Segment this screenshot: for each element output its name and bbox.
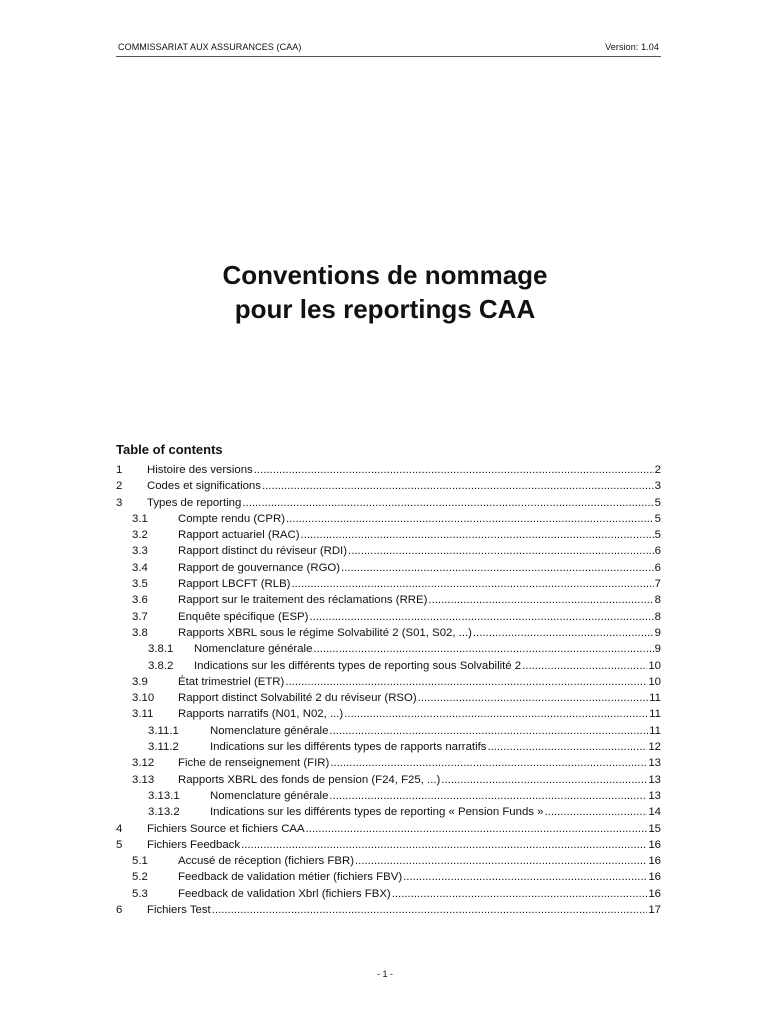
toc-entry-page[interactable]: 16 (648, 838, 661, 851)
toc-entry-page[interactable]: 16 (648, 887, 661, 900)
toc-entry-page[interactable]: 11 (649, 724, 661, 737)
toc-entry-page[interactable]: 17 (648, 904, 661, 917)
toc-entry[interactable] (116, 527, 661, 543)
toc-entry[interactable] (116, 511, 661, 527)
toc-entry-title[interactable]: Nomenclature générale (210, 789, 329, 802)
toc-entry-page[interactable]: 13 (648, 757, 661, 770)
toc-entry[interactable] (116, 739, 661, 755)
toc-entry[interactable] (116, 462, 661, 478)
toc-dot-leader (329, 723, 648, 739)
header-version: Version: 1.04 (605, 42, 659, 52)
toc-dot-leader (487, 739, 647, 755)
toc-entry[interactable] (116, 543, 661, 559)
toc-entry-number: 3.1 (132, 512, 148, 525)
toc-entry[interactable] (116, 674, 661, 690)
toc-entry-page[interactable]: 11 (649, 708, 661, 721)
toc-entry-title[interactable]: Rapports XBRL des fonds de pension (F24, F25, ...) (178, 773, 441, 786)
toc-entry[interactable] (116, 690, 661, 706)
toc-entry-number: 3.11.1 (148, 724, 179, 737)
toc-entry-title[interactable]: Rapport de gouvernance (RGO) (178, 561, 341, 574)
toc-entry-number: 2 (116, 480, 123, 493)
toc-dot-leader (254, 462, 654, 478)
toc-entry[interactable] (116, 495, 661, 511)
toc-entry-page[interactable]: 6 (654, 561, 661, 574)
toc-dot-leader (285, 674, 647, 690)
toc-entry-title[interactable]: Indications sur les différents types de reporting « Pension Funds » (210, 806, 544, 819)
title-line-2: pour les reportings CAA (234, 294, 536, 324)
toc-entry-number: 3.10 (132, 692, 155, 705)
toc-entry-title[interactable]: Rapport actuariel (RAC) (178, 529, 300, 542)
toc-entry[interactable] (116, 837, 661, 853)
toc-entry-number: 3.8.1 (148, 643, 174, 656)
toc-dot-leader (403, 869, 647, 885)
toc-entry-title[interactable]: Compte rendu (CPR) (178, 512, 285, 525)
toc-entry[interactable] (116, 755, 661, 771)
toc-heading: Table of contents (116, 442, 223, 457)
toc-entry-page[interactable]: 2 (654, 464, 661, 476)
toc-entry-page[interactable]: 7 (654, 578, 661, 591)
toc-entry[interactable] (116, 869, 661, 885)
toc-entry[interactable] (116, 592, 661, 608)
toc-entry[interactable] (116, 723, 661, 739)
toc-entry-number: 3 (116, 496, 123, 509)
toc-entry-number: 3.2 (132, 529, 148, 542)
toc-dot-leader (286, 511, 654, 527)
toc-entry-page[interactable]: 9 (654, 643, 661, 656)
toc-entry-number: 3.5 (132, 578, 148, 591)
toc-entry-number: 3.8.2 (148, 659, 174, 672)
toc-entry-title[interactable]: Rapport sur le traitement des réclamations (RRE) (178, 594, 428, 607)
toc-entry-page[interactable]: 11 (649, 692, 661, 705)
toc-entry-number: 3.7 (132, 610, 148, 623)
toc-dot-leader (242, 495, 653, 511)
table-of-contents (116, 462, 661, 918)
toc-entry-title[interactable]: Fichiers Test (147, 904, 211, 917)
toc-entry[interactable] (116, 902, 661, 918)
toc-entry-number: 3.8 (132, 626, 148, 639)
toc-entry-number: 3.11 (132, 708, 154, 721)
page-header (116, 40, 661, 56)
toc-entry-title[interactable]: Enquête spécifique (ESP) (178, 610, 309, 623)
toc-entry-title[interactable]: Nomenclature générale (194, 643, 313, 656)
toc-entry-page[interactable]: 13 (648, 773, 661, 786)
toc-dot-leader (473, 625, 654, 641)
toc-entry-number: 3.3 (132, 545, 148, 558)
toc-dot-leader (355, 853, 647, 869)
toc-dot-leader (428, 592, 653, 608)
toc-entry[interactable] (116, 804, 661, 820)
toc-entry[interactable] (116, 641, 661, 657)
toc-entry-page[interactable]: 14 (648, 806, 661, 819)
toc-entry[interactable] (116, 560, 661, 576)
toc-dot-leader (309, 609, 653, 625)
toc-entry-number: 3.11.2 (148, 741, 179, 754)
toc-entry-number: 5.3 (132, 887, 148, 900)
toc-dot-leader (291, 576, 653, 592)
toc-entry-page[interactable]: 15 (648, 822, 661, 835)
toc-entry-page[interactable]: 9 (654, 626, 661, 639)
toc-entry-title[interactable]: Rapport distinct Solvabilité 2 du réviseur (RSO) (178, 692, 417, 705)
toc-entry-title[interactable]: État trimestriel (ETR) (178, 675, 285, 688)
toc-entry-page[interactable]: 10 (648, 675, 661, 688)
toc-entry-page[interactable]: 6 (654, 545, 661, 558)
toc-dot-leader (344, 706, 648, 722)
toc-entry[interactable] (116, 772, 661, 788)
toc-dot-leader (301, 527, 654, 543)
toc-entry-page[interactable]: 12 (648, 741, 661, 754)
toc-entry-number: 6 (116, 904, 123, 917)
toc-entry-title[interactable]: Accusé de réception (fichiers FBR) (178, 855, 354, 868)
toc-entry[interactable] (116, 706, 661, 722)
toc-entry[interactable] (116, 658, 661, 674)
toc-entry-number: 3.13 (132, 773, 155, 786)
toc-dot-leader (241, 837, 647, 853)
toc-entry-title[interactable]: Rapports XBRL sous le régime Solvabilité 2 (S01, S02, ...) (178, 626, 472, 639)
toc-dot-leader (418, 690, 649, 706)
title-line-1: Conventions de nommage (222, 260, 548, 290)
toc-entry-page[interactable]: 10 (648, 659, 661, 672)
toc-entry-page[interactable]: 16 (648, 871, 661, 884)
toc-entry-number: 5.2 (132, 871, 148, 884)
toc-entry-page[interactable]: 8 (654, 594, 661, 607)
toc-dot-leader (212, 902, 648, 918)
toc-entry[interactable] (116, 853, 661, 869)
toc-entry-title[interactable]: Rapport LBCFT (RLB) (178, 578, 291, 591)
toc-entry-title[interactable]: Histoire des versions (147, 464, 253, 476)
toc-entry-page[interactable]: 5 (654, 529, 661, 542)
toc-entry-title[interactable]: Indications sur les différents types de rapports narratifs (210, 741, 487, 754)
page-number: - 1 - (376, 969, 393, 979)
toc-entry[interactable] (116, 788, 661, 804)
header-divider (116, 56, 661, 57)
toc-dot-leader (341, 560, 654, 576)
toc-entry-page[interactable]: 5 (654, 496, 661, 509)
toc-entry-title[interactable]: Rapport distinct du réviseur (RDI) (178, 545, 348, 558)
document-title (0, 258, 770, 326)
toc-entry-page[interactable]: 8 (654, 610, 661, 623)
toc-entry-number: 3.12 (132, 757, 155, 770)
toc-entry-page[interactable]: 13 (648, 789, 661, 802)
toc-dot-leader (313, 641, 653, 657)
toc-dot-leader (544, 804, 647, 820)
toc-dot-leader (392, 886, 648, 902)
toc-entry[interactable] (116, 576, 661, 592)
toc-entry-title[interactable]: Indications sur les différents types de reporting sous Solvabilité 2 (194, 659, 522, 672)
toc-dot-leader (522, 658, 647, 674)
toc-entry-title[interactable]: Fichiers Feedback (147, 838, 241, 851)
toc-dot-leader (329, 788, 647, 804)
toc-entry[interactable] (116, 609, 661, 625)
toc-entry[interactable] (116, 821, 661, 837)
toc-entry-title[interactable]: Nomenclature générale (210, 724, 329, 737)
toc-entry-title[interactable]: Fichiers Source et fichiers CAA (147, 822, 305, 835)
toc-entry-number: 3.4 (132, 561, 148, 574)
toc-entry-number: 5.1 (132, 855, 148, 868)
toc-dot-leader (262, 478, 654, 494)
toc-entry[interactable] (116, 886, 661, 902)
toc-entry-number: 3.13.1 (148, 789, 180, 802)
toc-entry[interactable] (116, 625, 661, 641)
toc-entry-number: 3.13.2 (148, 806, 180, 819)
toc-dot-leader (441, 772, 647, 788)
toc-dot-leader (306, 821, 648, 837)
toc-entry-number: 1 (116, 464, 123, 476)
toc-entry-title[interactable]: Rapports narratifs (N01, N02, ...) (178, 708, 344, 721)
toc-entry-title[interactable]: Fiche de renseignement (FIR) (178, 757, 330, 770)
toc-entry-title[interactable]: Codes et significations (147, 480, 261, 493)
header-organization: COMMISSARIAT AUX ASSURANCES (CAA) (118, 42, 302, 52)
toc-entry-number: 4 (116, 822, 123, 835)
toc-dot-leader (330, 755, 647, 771)
toc-dot-leader (348, 543, 654, 559)
toc-entry-number: 3.9 (132, 675, 148, 688)
toc-entry-page[interactable]: 3 (654, 480, 661, 493)
toc-entry-number: 3.6 (132, 594, 148, 607)
toc-entry-title[interactable]: Feedback de validation métier (fichiers FBV) (178, 871, 403, 884)
toc-entry-number: 5 (116, 838, 123, 851)
toc-entry-title[interactable]: Feedback de validation Xbrl (fichiers FBX) (178, 887, 391, 900)
toc-entry-title[interactable]: Types de reporting (147, 496, 242, 509)
toc-entry-page[interactable]: 5 (654, 512, 661, 525)
toc-entry-page[interactable]: 16 (648, 855, 661, 868)
toc-entry[interactable] (116, 478, 661, 494)
